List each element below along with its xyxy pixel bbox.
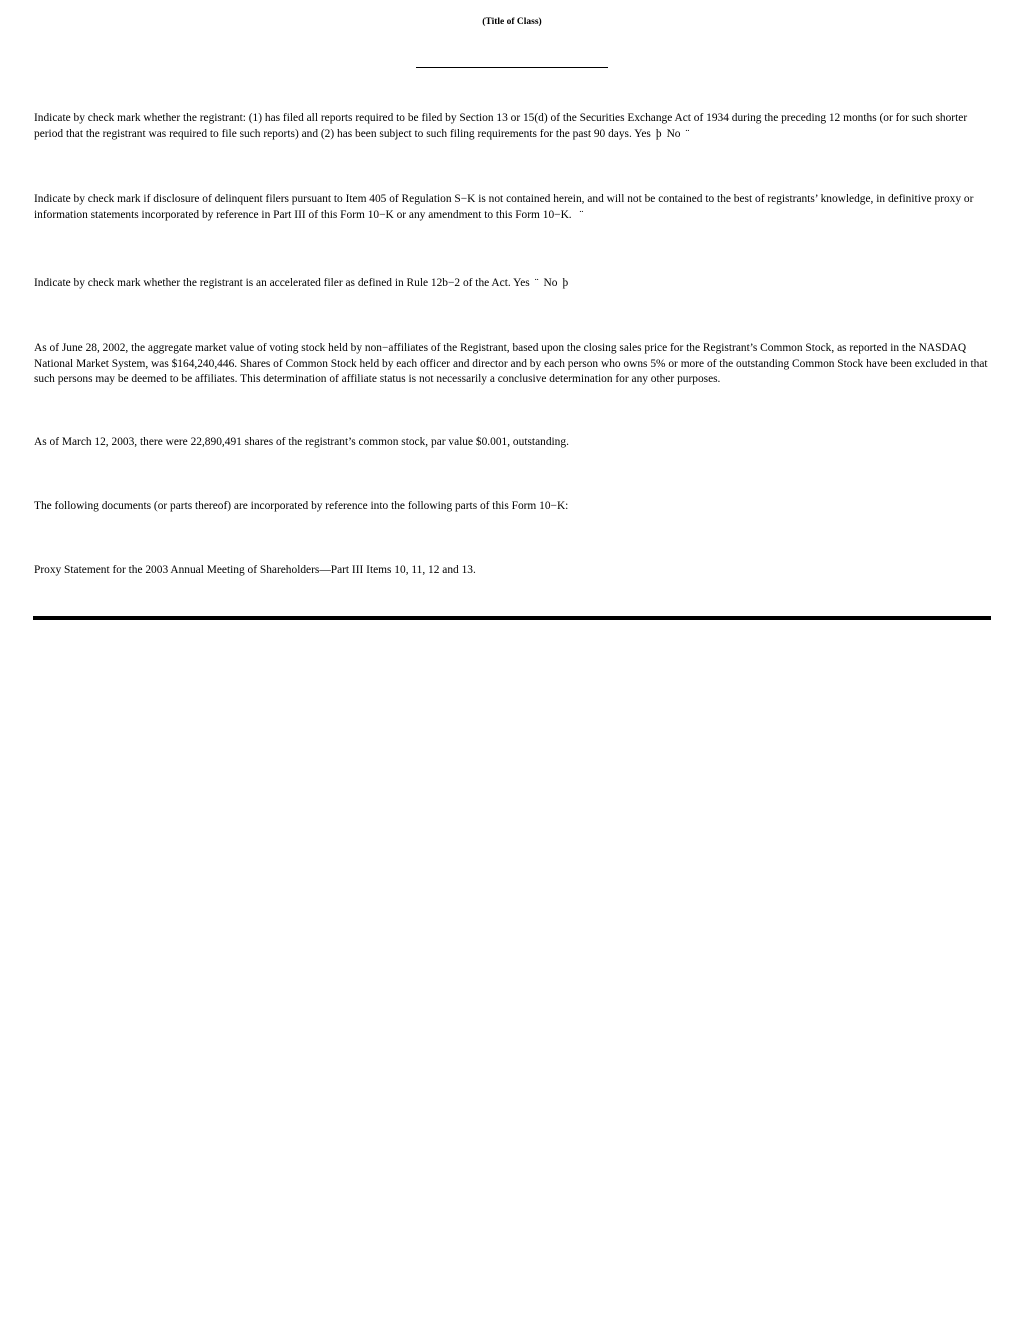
accelerated-filer-text: Indicate by check mark whether the registrant is an accelerated filer as defined in Rule 12b−2 of the Act. <box>34 277 511 289</box>
title-of-class-label: (Title of Class) <box>482 17 542 27</box>
title-underline-divider <box>416 67 608 68</box>
filing-compliance-yes-label: Yes <box>634 127 651 140</box>
filing-compliance-yes-checkbox[interactable]: þ <box>655 127 662 140</box>
accelerated-filer-no-label: No <box>543 277 558 289</box>
filing-compliance-no-label: No <box>666 127 681 140</box>
section-end-divider <box>33 616 991 620</box>
accelerated-filer-paragraph <box>34 276 992 292</box>
filing-compliance-paragraph <box>34 111 992 142</box>
filing-compliance-text: Indicate by check mark whether the registrant: (1) has filed all reports required to be filed by Section 13 or 15(d) of the Securities Exchange Act of 1934 during the preceding 12 months (or for such shorter period that the registrant was required to file such reports) and (2) has been subject to such filing requirements for the past 90 days. <box>34 112 968 140</box>
accelerated-filer-no-checkbox[interactable]: þ <box>562 277 569 289</box>
accelerated-filer-yes-label: Yes <box>513 277 530 289</box>
filing-compliance-no-checkbox[interactable]: ¨ <box>685 127 690 140</box>
shares-outstanding-paragraph: As of March 12, 2003, there were 22,890,491 shares of the registrant’s common stock, par value $0.001, outstanding. <box>34 436 569 448</box>
delinquent-filers-checkbox[interactable]: ¨ <box>579 208 584 221</box>
incorporated-documents-paragraph: The following documents (or parts thereof) are incorporated by reference into the following parts of this Form 10−K: <box>34 500 569 512</box>
delinquent-filers-text: Indicate by check mark if disclosure of delinquent filers pursuant to Item 405 of Regulation S−K is not contained herein, and will not be contained to the best of registrants’ knowledge, in definitive proxy or information statements incorporated by reference in Part III of this Form 10−K or any amendment to this Form 10−K. <box>34 193 974 221</box>
accelerated-filer-yes-checkbox[interactable]: ¨ <box>534 277 539 289</box>
delinquent-filers-paragraph <box>34 192 992 223</box>
market-value-paragraph: As of June 28, 2002, the aggregate market value of voting stock held by non−affiliates of the Registrant, based upon the closing sales price for the Registrant’s Common Stock, as reported in the NASDAQ National Market System, was $164,240,446. Shares of Common Stock held by each officer and director and by each person who owns 5% or more of the outstanding Common Stock have been excluded in that such persons may be deemed to be affiliates. This determination of affiliate status is not necessarily a conclusive determination for any other purposes. <box>34 342 988 385</box>
proxy-statement-paragraph: Proxy Statement for the 2003 Annual Meeting of Shareholders—Part III Items 10, 11, 12 and 13. <box>34 564 476 576</box>
